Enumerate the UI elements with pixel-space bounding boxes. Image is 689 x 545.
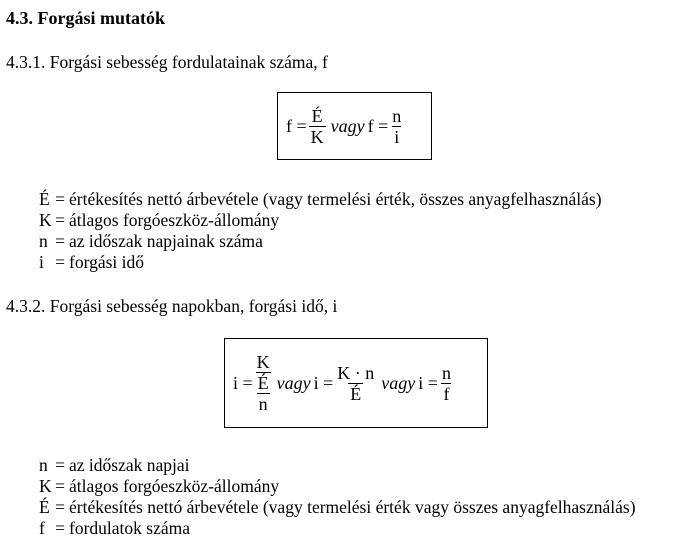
vagy-word: vagy xyxy=(276,372,311,393)
legend-equals: = xyxy=(55,231,65,251)
legend-item xyxy=(39,455,636,476)
denominator: É xyxy=(350,383,362,404)
legend-symbol: i xyxy=(39,252,44,272)
formula-box-1 xyxy=(277,92,432,160)
legend-symbol: É xyxy=(39,189,50,209)
legend-equals: = xyxy=(55,518,65,538)
formula-lhs: i = xyxy=(313,372,334,393)
formula-lhs: f = xyxy=(367,115,389,136)
legend-text: átlagos forgóeszköz-állomány xyxy=(69,476,280,496)
legend-symbol: n xyxy=(39,231,48,251)
denominator: i xyxy=(394,126,400,147)
legend-item xyxy=(39,210,602,231)
legend-text: fordulatok száma xyxy=(69,518,190,538)
formula-2 xyxy=(225,339,487,427)
fraction-n-over-f xyxy=(440,363,453,404)
legend-item xyxy=(39,231,602,252)
numerator: K xyxy=(256,352,270,372)
legend-item xyxy=(39,476,636,497)
formula-lhs: i = xyxy=(233,372,253,393)
legend-text: értékesítés nettó árbevétele (vagy termelési érték vagy összes anyagfelhasználás) xyxy=(69,497,636,517)
subsection-heading-2: 4.3.2. Forgási sebesség napokban, forgási idő, i xyxy=(6,296,338,316)
legend-text: az időszak napjai xyxy=(69,455,190,475)
legend-item xyxy=(39,252,602,273)
fraction-k-over-e-per-n xyxy=(255,352,272,414)
denominator: K xyxy=(310,126,324,147)
numerator: É xyxy=(311,105,323,126)
legend-text: értékesítés nettó árbevétele (vagy termelési érték, összes anyagfelhasználás) xyxy=(69,189,602,209)
inner-numerator: É xyxy=(257,373,269,393)
vagy-word: vagy xyxy=(330,115,365,136)
denominator xyxy=(256,372,271,414)
fraction-n-over-i xyxy=(390,106,403,147)
legend-item xyxy=(39,518,636,539)
section-title: 4.3. Forgási mutatók xyxy=(6,8,165,28)
inner-fraction xyxy=(256,373,271,414)
vagy-word: vagy xyxy=(381,372,416,393)
legend-1 xyxy=(39,189,602,273)
formula-1 xyxy=(278,93,431,159)
legend-item xyxy=(39,189,602,210)
numerator: n xyxy=(441,362,451,383)
denominator: f xyxy=(443,383,450,404)
legend-equals: = xyxy=(55,252,65,272)
legend-2 xyxy=(39,455,636,539)
legend-text: forgási idő xyxy=(69,252,145,272)
formula-lhs: i = xyxy=(418,372,438,393)
legend-equals: = xyxy=(55,497,65,517)
legend-symbol: K xyxy=(39,210,52,230)
legend-item xyxy=(39,497,636,518)
legend-equals: = xyxy=(55,210,65,230)
numerator: K · n xyxy=(337,362,375,383)
legend-text: az időszak napjainak száma xyxy=(69,231,263,251)
inner-denominator: n xyxy=(258,394,268,414)
legend-text: átlagos forgóeszköz-állomány xyxy=(69,210,280,230)
legend-symbol: É xyxy=(39,497,50,517)
numerator: n xyxy=(392,105,402,126)
legend-symbol: f xyxy=(39,518,45,538)
subsection-heading-1: 4.3.1. Forgási sebesség fordulatainak száma, f xyxy=(6,52,328,72)
formula-lhs: f = xyxy=(286,115,307,136)
legend-equals: = xyxy=(55,189,65,209)
formula-box-2 xyxy=(224,338,488,428)
legend-symbol: n xyxy=(39,455,48,475)
legend-equals: = xyxy=(55,455,65,475)
fraction-kn-over-e xyxy=(335,363,376,404)
legend-symbol: K xyxy=(39,476,52,496)
legend-equals: = xyxy=(55,476,65,496)
fraction-e-over-k xyxy=(309,106,326,147)
